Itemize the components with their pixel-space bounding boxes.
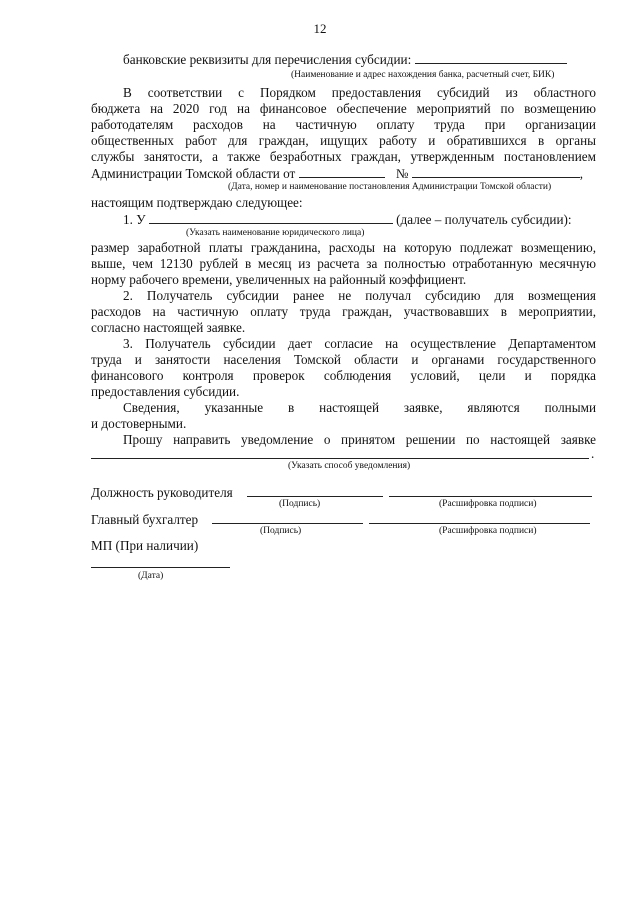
notify-end-dot: .: [591, 446, 595, 461]
item3-text-3: финансового контроля проверок соблюдения условий, цели и порядка: [91, 368, 596, 383]
intro-line-3: работодателям расходов на частичную оплату труда при организации: [91, 117, 596, 132]
director-decoding-blank: [389, 496, 592, 497]
item1-text-3: норму рабочего времени, увеличенных на районный коэффициент.: [91, 272, 467, 287]
accountant-decoding-caption: (Расшифровка подписи): [439, 526, 537, 536]
accountant-decoding-blank: [369, 523, 590, 524]
stamp-label: МП (При наличии): [91, 538, 199, 553]
item1-text-1: размер заработной платы гражданина, расходы на которую подлежат возмещению,: [91, 240, 596, 255]
item2-text-1: 2. Получатель субсидии ранее не получал субсидию для возмещения: [123, 288, 596, 303]
item1-suffix: (далее – получатель субсидии):: [396, 212, 572, 227]
item2-text-2: расходов на частичную оплату труда граждан, участвовавших в мероприятии,: [91, 304, 596, 319]
item1-prefix: 1. У: [123, 212, 146, 227]
confirm-line: настоящим подтверждаю следующее:: [91, 195, 303, 210]
notify-text: Прошу направить уведомление о принятом решении по настоящей заявке: [123, 432, 596, 447]
director-label: Должность руководителя: [91, 485, 233, 500]
reliability-text-2: и достоверными.: [91, 416, 187, 431]
reliability-text-1: Сведения, указанные в настоящей заявке, являются полными: [123, 400, 596, 415]
number-sign: №: [395, 166, 409, 181]
item1-line: [123, 211, 596, 227]
item3-text-2: труда и занятости населения Томской области и органами государственного: [91, 352, 596, 367]
accountant-signature-caption: (Подпись): [260, 526, 302, 536]
item1-text-2: выше, чем 12130 рублей в месяц из расчета за полностью отработанную месячную: [91, 256, 596, 271]
intro-line-5: службы занятости, а также безработных граждан, утвержденным постановлением: [91, 149, 596, 164]
director-signature-caption: (Подпись): [279, 499, 321, 509]
bank-requisites-label: банковские реквизиты для перечисления субсидии:: [123, 52, 412, 67]
resolution-date-blank: [299, 165, 385, 178]
intro-line-2: бюджета на 2020 год на финансовое обеспечение мероприятий по возмещению: [91, 101, 596, 116]
page-number: 12: [313, 21, 327, 36]
legal-entity-blank: [149, 211, 393, 224]
date-caption: (Дата): [138, 571, 164, 581]
legal-entity-caption: (Указать наименование юридического лица): [186, 228, 365, 238]
director-decoding-caption: (Расшифровка подписи): [439, 499, 537, 509]
accountant-label: Главный бухгалтер: [91, 512, 199, 527]
notify-method-blank: [91, 458, 589, 459]
director-signature-blank: [247, 496, 383, 497]
accountant-signature-blank: [212, 523, 363, 524]
item2-text-3: согласно настоящей заявке.: [91, 320, 246, 335]
notify-caption: (Указать способ уведомления): [288, 461, 411, 471]
intro-line-4: общественных работ для граждан, ищущих работу и обратившихся в органы: [91, 133, 596, 148]
intro-line-6: [91, 165, 596, 181]
resolution-number-blank: [412, 165, 580, 178]
bank-requisites-line: [123, 51, 596, 67]
date-blank: [91, 567, 230, 568]
intro-line-6-text: Администрации Томской области от: [91, 166, 296, 181]
intro-line-1: В соответствии с Порядком предоставления субсидий из областного: [123, 85, 596, 100]
bank-requisites-caption: (Наименование и адрес нахождения банка, расчетный счет, БИК): [291, 70, 555, 80]
resolution-caption: (Дата, номер и наименование постановления Администрации Томской области): [228, 182, 552, 192]
intro-comma: ,: [579, 166, 584, 181]
item3-text-1: 3. Получатель субсидии дает согласие на осуществление Департаментом: [123, 336, 596, 351]
item3-text-4: предоставления субсидии.: [91, 384, 240, 399]
bank-requisites-blank: [415, 51, 567, 64]
